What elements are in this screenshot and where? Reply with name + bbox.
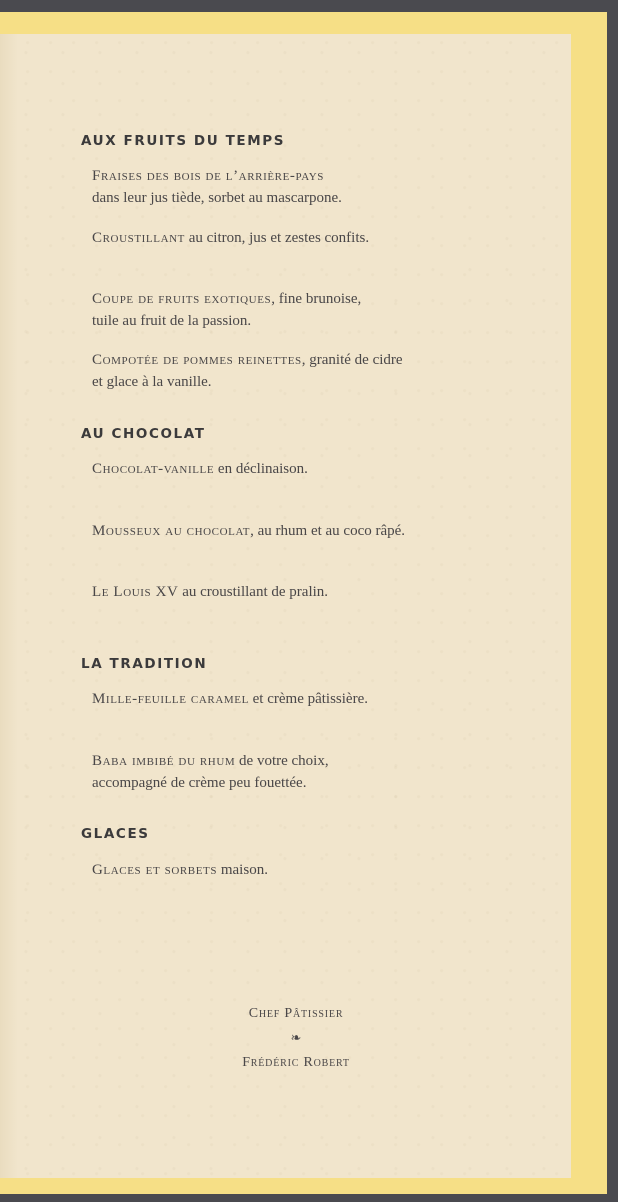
menu-item-name: Le Louis XV bbox=[92, 584, 179, 600]
section-heading-fruits: AUX FRUITS DU TEMPS bbox=[81, 133, 286, 149]
menu-item bbox=[92, 458, 308, 480]
section-heading-tradition: LA TRADITION bbox=[81, 656, 208, 672]
menu-item bbox=[92, 349, 403, 393]
menu-item-desc: maison. bbox=[217, 862, 268, 878]
section-heading-chocolat: AU CHOCOLAT bbox=[81, 426, 206, 442]
menu-item-desc: , granité de cidre bbox=[301, 352, 403, 368]
menu-item-name: Mille-feuille caramel bbox=[92, 691, 249, 707]
fleuron-ornament-icon: ❧ bbox=[290, 1031, 302, 1046]
menu-item bbox=[92, 750, 329, 794]
menu-item-name: Baba imbibé du rhum bbox=[92, 753, 236, 769]
menu-item-name: Chocolat-vanille bbox=[92, 461, 215, 477]
chef-title: Chef Pâtissier bbox=[248, 1006, 344, 1021]
menu-item-desc: au croustillant de pralin. bbox=[178, 584, 329, 600]
menu-item-name: Mousseux au chocolat bbox=[92, 523, 251, 539]
menu-item-name: Coupe de fruits exotiques bbox=[92, 291, 272, 307]
menu-item-desc: de votre choix, bbox=[235, 753, 329, 769]
menu-item-desc: , fine brunoise, bbox=[271, 291, 362, 307]
menu-item bbox=[92, 165, 342, 209]
menu-item-desc: et crème pâtissière. bbox=[248, 691, 368, 707]
menu-item-desc-line2: et glace à la vanille. bbox=[92, 374, 212, 390]
menu-item-name: Croustillant bbox=[92, 230, 185, 246]
chef-name: Frédéric Robert bbox=[242, 1055, 350, 1070]
menu-item-desc: , au rhum et au coco râpé. bbox=[250, 523, 406, 539]
menu-item-name: Compotée de pommes reinettes bbox=[92, 352, 302, 368]
menu-item bbox=[92, 859, 268, 881]
menu-item bbox=[92, 581, 328, 603]
menu-item-desc-line2: accompagné de crème peu fouettée. bbox=[92, 775, 307, 791]
menu-item-desc-line2: tuile au fruit de la passion. bbox=[92, 313, 252, 329]
menu-item bbox=[92, 520, 405, 542]
menu-item-name: Fraises des bois de l’arrière-pays bbox=[92, 168, 325, 184]
menu-item-desc: en déclinaison. bbox=[214, 461, 308, 477]
menu-item bbox=[92, 688, 368, 710]
menu-item bbox=[92, 288, 361, 332]
section-heading-glaces: GLACES bbox=[81, 826, 150, 842]
menu-item-desc: au citron, jus et zestes confits. bbox=[184, 230, 370, 246]
menu-item-name: Glaces et sorbets bbox=[92, 862, 218, 878]
menu-item-desc-line2: dans leur jus tiède, sorbet au mascarpone. bbox=[92, 190, 342, 206]
menu-item bbox=[92, 227, 369, 249]
